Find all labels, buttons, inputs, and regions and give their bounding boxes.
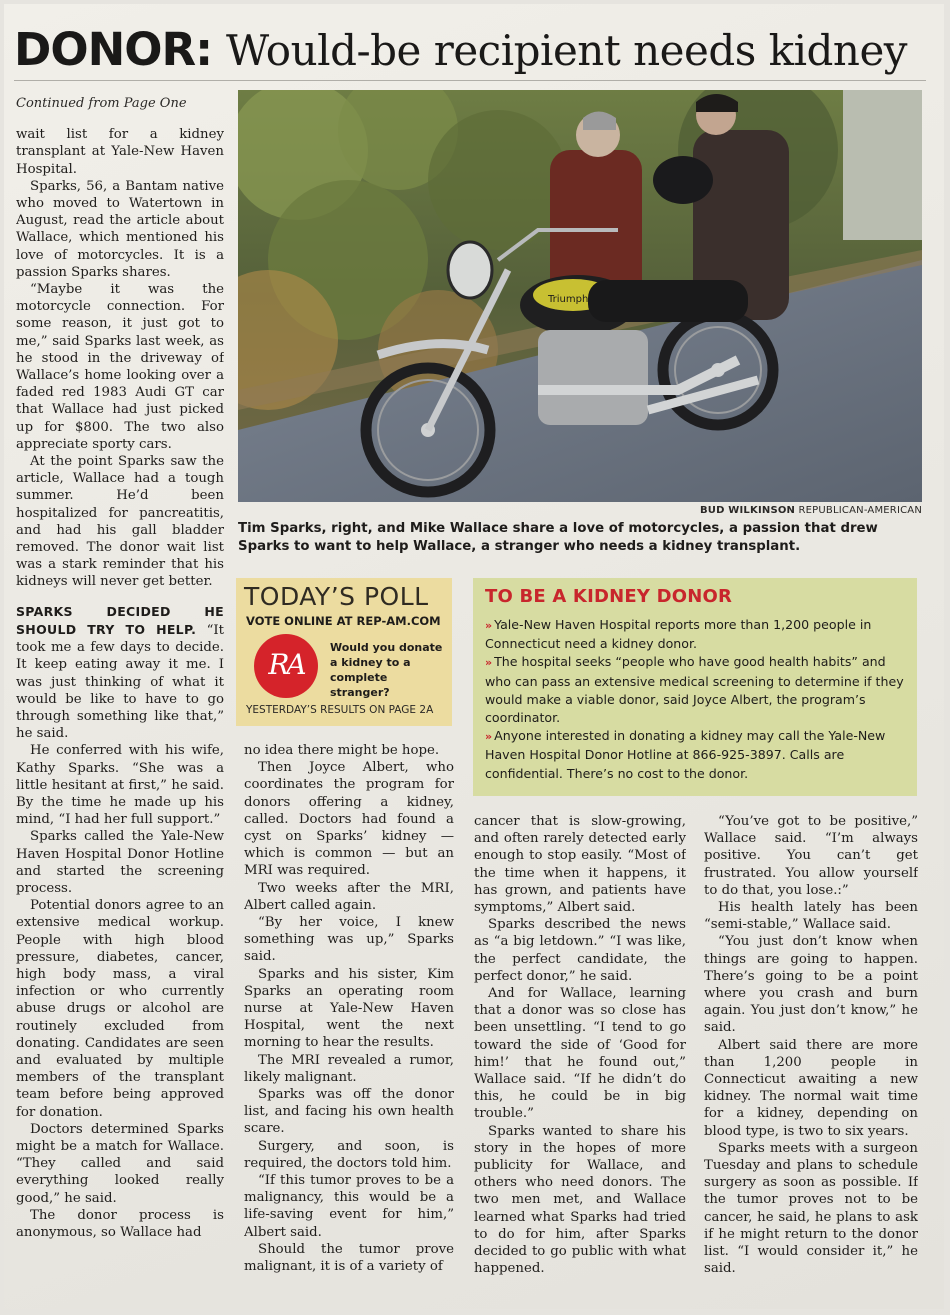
paragraph: Surgery, and soon, is required, the doctors told him. (244, 1138, 454, 1171)
headline-text: Would-be recipient needs kidney (225, 26, 908, 75)
motorcycle-photo (238, 90, 922, 502)
paragraph: The donor process is anonymous, so Wallace had (16, 1207, 224, 1240)
paragraph: At the point Sparks saw the article, Wallace had a tough summer. He’d been hospitalized for pancreatitis, and had his gall bladder removed. The donor wait list was a stark reminder that his kidneys will never get better. (16, 454, 224, 590)
article-column-3 (474, 813, 686, 1290)
paragraph: His health lately has been “semi-stable,” Wallace said. (704, 900, 918, 933)
headline-rule (14, 80, 926, 81)
paragraph: Potential donors agree to an extensive medical workup. People with high blood pressure, diabetes, cancer, high body mass, a viral infection or who currently abuse drugs or alcohol are routinely excluded from donating. Candidates are seen and evaluated by multiple members of the transplant team before being approved for donation. (16, 898, 224, 1120)
article-column-2 (244, 742, 454, 1290)
continued-line: Continued from Page One (16, 96, 187, 111)
poll-title: TODAY’S POLL (244, 582, 429, 611)
paragraph: “By her voice, I knew something was up,” Sparks said. (244, 915, 454, 965)
list-item-text: Yale-New Haven Hospital reports more than 1,200 people in Connecticut need a kidney donor. (485, 617, 872, 652)
paragraph: Two weeks after the MRI, Albert called again. (244, 880, 454, 913)
article-column-4 (704, 813, 918, 1290)
paragraph: Sparks, 56, a Bantam native who moved to Watertown in August, read the article about Wallace, which mentioned his love of motorcycles. It is a passion Sparks shares. (16, 178, 224, 280)
credit-name: BUD WILKINSON (699, 505, 796, 516)
bullet-arrow-icon: » (485, 656, 491, 670)
kidney-donor-box (473, 578, 917, 796)
subhead: SPARKS DECIDED HE SHOULD TRY TO HELP. (16, 603, 224, 637)
donor-box-items (485, 616, 905, 783)
paragraph: cancer that is slow-growing, and often rarely detected early enough to stop easily. “Most of the time when it happens, it has grown, and patients have symptoms,” Albert said. (474, 814, 686, 916)
paragraph: “Maybe it was the motorcycle connection. For some reason, it just got to me,” said Sparks last week, as he stood in the driveway of Wallace’s home looking over a faded red 1983 Audi GT car that Wallace had just picked up for $800. The two also appreciate sporty cars. (16, 282, 224, 452)
paragraph: “If this tumor proves to be a malignancy, this would be a life-saving event for him,” Albert said. (244, 1173, 454, 1240)
list-item-text: The hospital seeks “people who have good health habits” and who can pass an extensive medical screening to determine if they would make a viable donor, said Joyce Albert, the program’s coordinator. (485, 654, 904, 726)
list-item-text: Anyone interested in donating a kidney may call the Yale-New Haven Hospital Donor Hotline at 866-925-3897. Calls are confidential. There’s no cost to the donor. (485, 728, 886, 781)
paragraph: Doctors determined Sparks might be a match for Wallace. “They called and said everything looked really good,” he said. (16, 1121, 224, 1206)
subhead-text: “It took me a few days to decide. It keep eating away it me. I was just thinking of what it would be like to have to go through something like that,” he said. (16, 622, 224, 742)
paragraph: And for Wallace, learning that a donor was so close has been unsettling. “I tend to go toward the side of ‘Good for him!’ that he found out,” Wallace said. “If he didn’t do this, he could be in big trouble.” (474, 986, 686, 1122)
list-item (485, 616, 905, 653)
paragraph: wait list for a kidney transplant at Yale-New Haven Hospital. (16, 127, 224, 177)
paragraph: The MRI revealed a rumor, likely malignant. (244, 1052, 454, 1085)
poll-results-note: YESTERDAY’S RESULTS ON PAGE 2A (246, 704, 434, 716)
headline-lead: DONOR: (14, 23, 213, 76)
headline (14, 22, 934, 78)
bullet-arrow-icon: » (485, 730, 491, 744)
todays-poll[interactable] (236, 578, 452, 726)
paragraph: Sparks described the news as “a big letdown.” “I was like, the perfect candidate, the perfect donor,” he said. (474, 917, 686, 984)
ra-logo-icon (254, 634, 318, 698)
list-item (485, 727, 905, 783)
paragraph: Should the tumor prove malignant, it is of a variety of (244, 1241, 454, 1275)
poll-question: Would you donate a kidney to a complete stranger? (330, 641, 443, 699)
paragraph: Sparks wanted to share his story in the hopes of more publicity for Wallace, and others who need donors. The two men met, and Wallace learned what Sparks had tried to do for him, after Sparks decided to go public with what happened. (474, 1123, 686, 1277)
bullet-arrow-icon: » (485, 619, 491, 632)
poll-vote-link[interactable]: VOTE ONLINE AT REP-AM.COM (246, 614, 441, 628)
donor-box-title: TO BE A KIDNEY DONOR (485, 586, 733, 607)
paragraph: Then Joyce Albert, who coordinates the program for donors offering a kidney, called. Doctors had found a cyst on Sparks’ kidney — which is common — but an MRI was required. (244, 760, 454, 879)
paragraph: “You’ve got to be positive,” Wallace said. “I’m always positive. You can’t get frustrated. You allow yourself to do that, you lose.:” (704, 814, 918, 898)
paragraph: Sparks was off the donor list, and facing his own health scare. (244, 1087, 454, 1137)
paragraph: Sparks and his sister, Kim Sparks an operating room nurse at Yale-New Haven Hospital, went the next morning to hear the results. (244, 966, 454, 1051)
paragraph: Sparks called the Yale-New Haven Hospital Donor Hotline and started the screening process. (16, 829, 224, 896)
credit-org: REPUBLICAN-AMERICAN (798, 505, 922, 516)
paragraph: no idea there might be hope. (244, 743, 440, 758)
tank-badge: Triumph (548, 294, 589, 305)
paragraph: He conferred with his wife, Kathy Sparks. “She was a little hesitant at first,” he said. By the time he made up his mind, “I had her full support.” (16, 743, 224, 828)
subhead-paragraph (16, 603, 224, 743)
ra-logo-text: RA (268, 648, 304, 681)
paragraph: Albert said there are more than 1,200 people in Connecticut awaiting a new kidney. The normal wait time for a kidney, depending on blood type, is two to six years. (704, 1037, 918, 1139)
photo-caption: Tim Sparks, right, and Mike Wallace share a love of motorcycles, a passion that drew Sparks to want to help Wallace, a stranger who needs a kidney transplant. (238, 521, 878, 554)
photo-credit (600, 505, 922, 516)
paragraph: Sparks meets with a surgeon Tuesday and plans to schedule surgery as soon as possible. If the tumor proves not to be cancer, he said, he plans to ask if he might return to the donor list. “I would consider it,” he said. (704, 1140, 918, 1277)
article-column-1 (16, 95, 224, 1290)
paragraph: “You just don’t know when things are going to happen. There’s going to be a point where you crash and burn again. You just don’t know,” he said. (704, 934, 918, 1036)
photo-illustration (238, 90, 922, 502)
list-item (485, 653, 905, 727)
